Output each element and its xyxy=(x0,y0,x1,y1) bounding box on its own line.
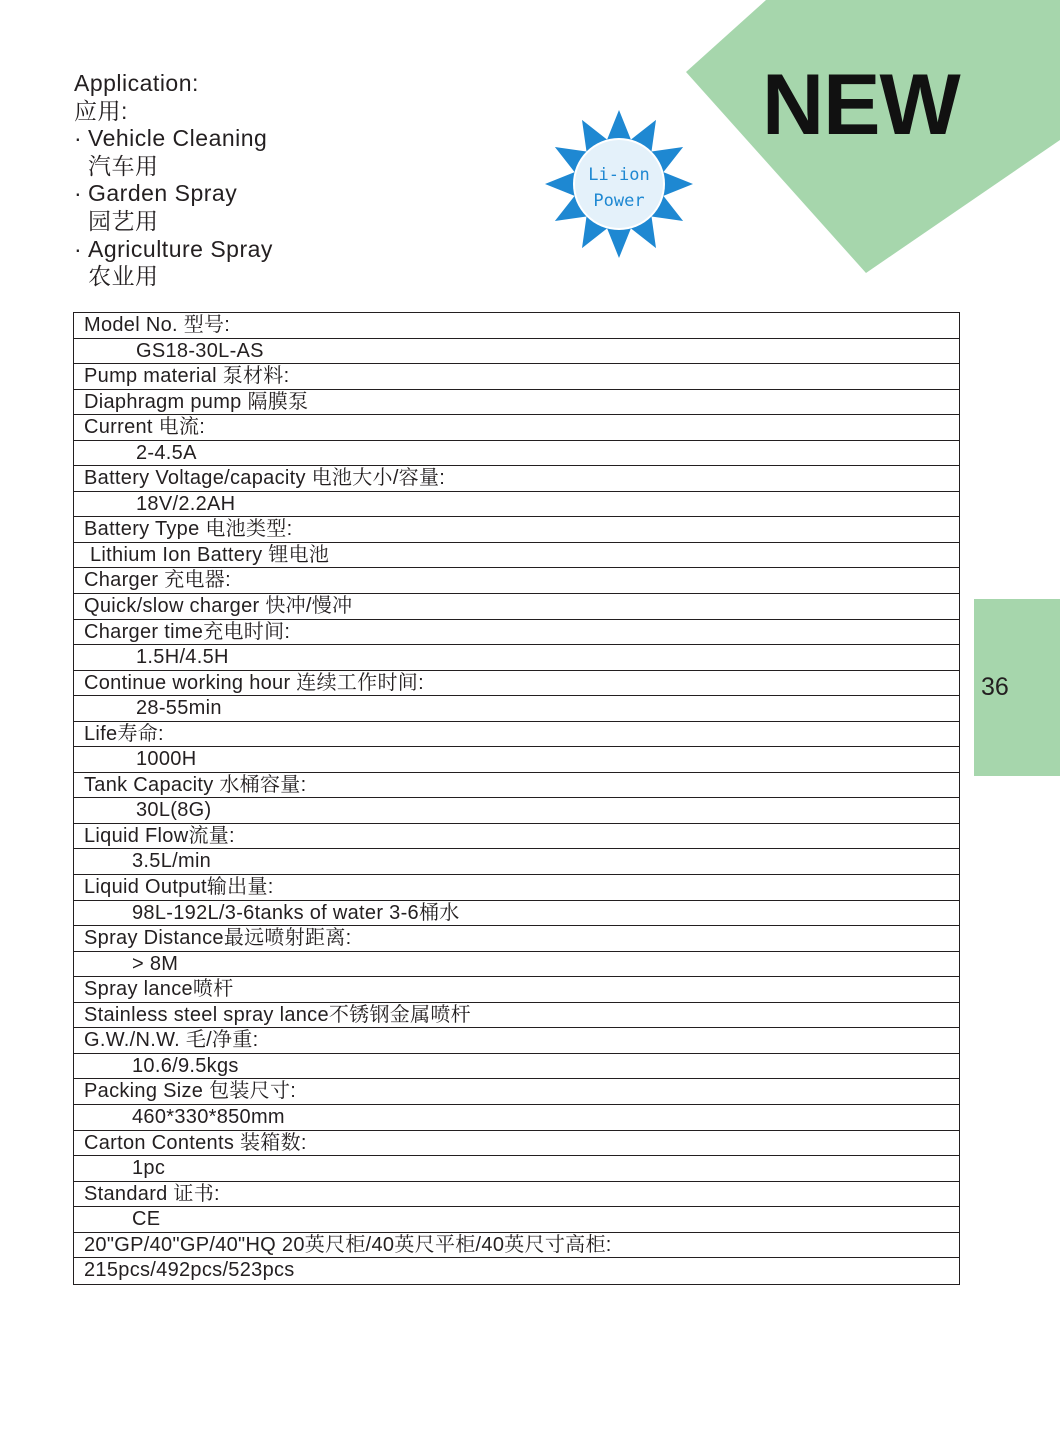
application-section xyxy=(74,70,273,291)
application-heading: Application: xyxy=(74,70,199,96)
application-item-garden xyxy=(74,180,273,208)
spec-row: 1.5H/4.5H xyxy=(74,645,959,671)
spec-row: Battery Voltage/capacity 电池大小/容量: xyxy=(74,466,959,492)
li-ion-power-badge-icon xyxy=(544,108,694,260)
spec-row: 18V/2.2AH xyxy=(74,492,959,518)
application-item-agriculture xyxy=(74,236,273,264)
spec-row: 2-4.5A xyxy=(74,441,959,467)
spec-row: Spray Distance最远喷射距离: xyxy=(74,926,959,952)
application-item-vehicle xyxy=(74,125,273,153)
spec-row: 98L-192L/3-6tanks of water 3-6桶水 xyxy=(74,901,959,927)
spec-row: Liquid Flow流量: xyxy=(74,824,959,850)
spec-row: Quick/slow charger 快冲/慢冲 xyxy=(74,594,959,620)
application-heading-cn: 应用: xyxy=(74,97,128,124)
bullet: · xyxy=(74,235,83,262)
bullet: · xyxy=(74,180,83,207)
spec-row: Diaphragm pump 隔膜泵 xyxy=(74,390,959,416)
spec-row: Carton Contents 装箱数: xyxy=(74,1131,959,1157)
application-item-label: Agriculture Spray xyxy=(88,235,273,262)
spec-row: Life寿命: xyxy=(74,722,959,748)
spec-row: 215pcs/492pcs/523pcs xyxy=(84,1259,295,1282)
spec-row: G.W./N.W. 毛/净重: xyxy=(74,1028,959,1054)
spec-row: Lithium Ion Battery 锂电池 xyxy=(74,543,959,569)
power-label: Power xyxy=(593,191,645,211)
application-item-label: Vehicle Cleaning xyxy=(88,125,268,152)
spec-row: 30L(8G) xyxy=(74,798,959,824)
spec-row: Stainless steel spray lance不锈钢金属喷杆 xyxy=(74,1003,959,1029)
spec-table xyxy=(73,312,960,1285)
spec-row: Model No. 型号: xyxy=(74,313,959,339)
spec-row: Tank Capacity 水桶容量: xyxy=(74,773,959,799)
page-number: 36 xyxy=(981,673,1009,701)
spec-row: CE xyxy=(74,1207,959,1233)
application-item-vehicle-cn: 汽车用 xyxy=(88,152,159,179)
spec-row: Charger 充电器: xyxy=(74,568,959,594)
spec-row: Pump material 泵材料: xyxy=(74,364,959,390)
spec-row: Standard 证书: xyxy=(74,1182,959,1208)
spec-row: Current 电流: xyxy=(74,415,959,441)
spec-row: GS18-30L-AS xyxy=(74,339,959,365)
new-badge-text: NEW xyxy=(762,57,960,153)
spec-row: 28-55min xyxy=(74,696,959,722)
spec-row: Spray lance喷杆 xyxy=(74,977,959,1003)
spec-row: > 8M xyxy=(74,952,959,978)
spec-row: 3.5L/min xyxy=(74,849,959,875)
bullet: · xyxy=(74,125,83,152)
application-item-label: Garden Spray xyxy=(88,180,238,207)
spec-row: 1pc xyxy=(74,1156,959,1182)
spec-row: Packing Size 包装尺寸: xyxy=(74,1079,959,1105)
spec-row: 460*330*850mm xyxy=(74,1105,959,1131)
spec-row: Continue working hour 连续工作时间: xyxy=(74,671,959,697)
spec-row: Charger time充电时间: xyxy=(74,620,959,646)
spec-row: Liquid Output输出量: xyxy=(74,875,959,901)
application-item-garden-cn: 园艺用 xyxy=(88,207,159,234)
application-item-agriculture-cn: 农业用 xyxy=(88,263,159,290)
li-ion-label: Li-ion xyxy=(588,165,650,185)
spec-row: 10.6/9.5kgs xyxy=(74,1054,959,1080)
spec-row: Battery Type 电池类型: xyxy=(74,517,959,543)
spec-row: 1000H xyxy=(74,747,959,773)
spec-row: 20"GP/40"GP/40"HQ 20英尺柜/40英尺平柜/40英尺寸高柜: xyxy=(74,1233,959,1259)
